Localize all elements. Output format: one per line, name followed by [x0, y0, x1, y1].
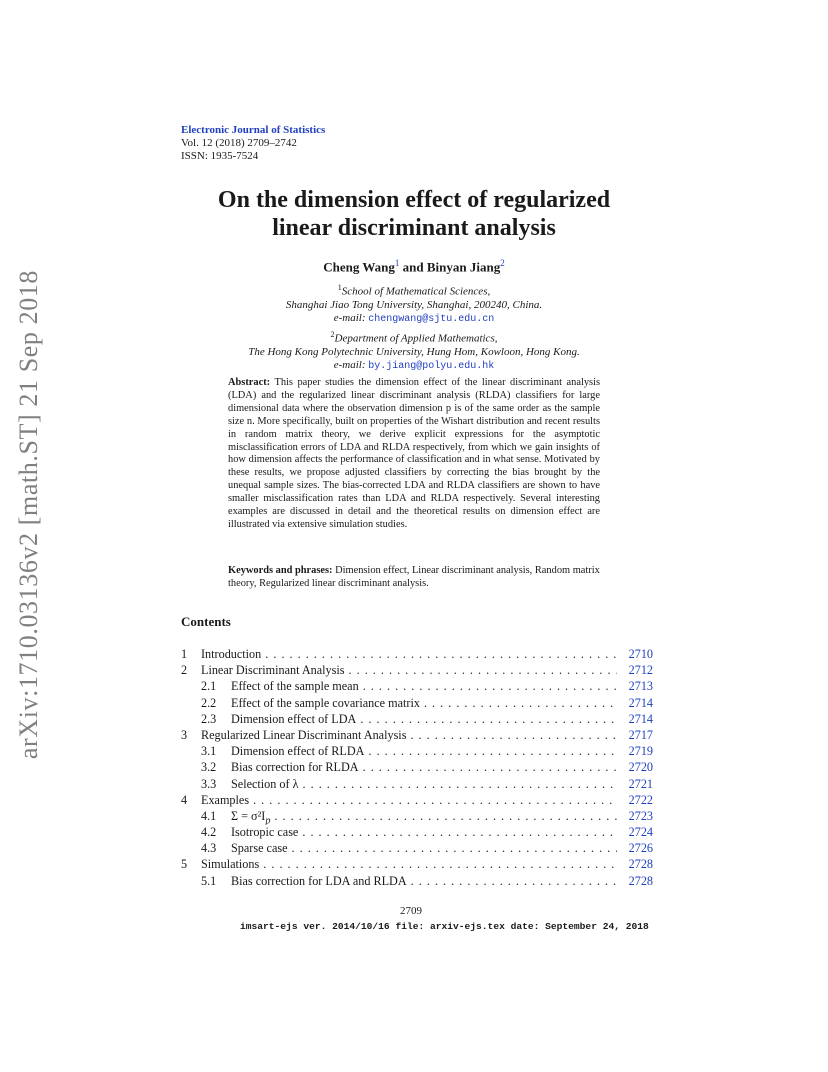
page-number: 2709 — [400, 905, 422, 917]
author-1: Cheng Wang — [323, 259, 395, 275]
toc-leader-dots — [303, 777, 617, 792]
toc-entry-page-link[interactable]: 2722 — [628, 792, 653, 807]
toc-entry-number: 4 — [181, 792, 188, 807]
toc-entry-page-link[interactable]: 2710 — [628, 647, 653, 661]
toc-entry[interactable] — [181, 777, 653, 793]
abstract-label: Abstract: — [228, 377, 271, 388]
author-2-sup[interactable]: 2 — [500, 258, 505, 268]
toc-entry-number: 2.2 — [201, 695, 217, 710]
toc-entry-page-link[interactable]: 2713 — [628, 679, 653, 694]
toc-entry[interactable] — [181, 825, 653, 841]
toc-entry[interactable] — [181, 696, 653, 712]
toc-leader-dots — [274, 809, 617, 824]
keywords-text: Dimension effect, Linear discriminant analysis, Random matrix theory, Regularized linear discriminant analysis. — [228, 565, 600, 589]
toc-entry-number: 4.2 — [201, 825, 217, 840]
toc-entry-number: 2.1 — [201, 679, 217, 694]
toc-leader-dots — [410, 728, 617, 743]
toc-entry-number: 4.1 — [201, 808, 217, 823]
toc-entry-title[interactable]: Selection of λ — [231, 776, 299, 791]
toc-entry-number: 5 — [181, 857, 188, 872]
journal-issn: ISSN: 1935-7524 — [181, 150, 259, 162]
toc-entry-page-link[interactable]: 2726 — [628, 841, 653, 856]
toc-entry-page-link[interactable]: 2717 — [628, 727, 653, 742]
toc-entry[interactable] — [181, 841, 653, 857]
abstract — [228, 377, 600, 532]
toc-entry[interactable] — [181, 809, 653, 825]
toc-entry[interactable] — [181, 874, 653, 890]
aff2-email-label: e-mail: — [333, 358, 366, 371]
toc-entry[interactable] — [181, 728, 653, 744]
toc-entry-page-link[interactable]: 2723 — [628, 808, 653, 823]
toc-entry-number: 1 — [181, 647, 188, 661]
toc-entry-title[interactable]: Dimension effect of RLDA — [231, 744, 365, 759]
toc-entry-page-link[interactable]: 2721 — [628, 776, 653, 791]
toc-entry-number: 2 — [181, 663, 188, 678]
toc-entry[interactable] — [181, 712, 653, 728]
toc-entry-number: 2.3 — [201, 711, 217, 726]
toc-entry[interactable] — [181, 679, 653, 695]
toc-entry-title[interactable]: Sparse case — [231, 841, 288, 856]
aff2-line1: Department of Applied Mathematics, — [334, 332, 498, 345]
affiliation-2 — [150, 328, 678, 373]
toc-leader-dots — [253, 793, 617, 808]
toc-entry-page-link[interactable]: 2714 — [628, 695, 653, 710]
journal-header — [181, 124, 325, 163]
toc-leader-dots — [368, 744, 617, 759]
toc-entry-title[interactable]: Bias correction for RLDA — [231, 760, 359, 775]
author-and: and — [402, 259, 424, 275]
toc-leader-dots — [363, 760, 617, 775]
keywords-label: Keywords and phrases: — [228, 565, 333, 576]
toc-entry-number: 3.1 — [201, 744, 217, 759]
toc-leader-dots — [360, 712, 617, 727]
toc-entry-title[interactable]: Regularized Linear Discriminant Analysis — [201, 727, 407, 742]
toc-entry-title[interactable]: Effect of the sample mean — [231, 679, 359, 694]
author-2: Binyan Jiang — [426, 259, 501, 275]
toc-entry-title[interactable]: Introduction — [201, 647, 262, 661]
title-line-1: On the dimension effect of regularized — [217, 187, 611, 213]
toc-leader-dots — [363, 679, 617, 694]
aff1-line1: School of Mathematical Sciences, — [341, 285, 491, 298]
toc-entry-title[interactable]: $\Sigma = \sigma^2I_p$ — [231, 808, 271, 826]
toc-entry-number: 4.3 — [201, 841, 217, 856]
aff2-sup: 2 — [330, 330, 335, 339]
toc-entry-number: 3 — [181, 727, 188, 742]
footer: imsart-ejs ver. 2014/10/16 file: arxiv-ejs.tex date: September 24, 2018 — [240, 921, 649, 932]
aff2-line2: The Hong Kong Polytechnic University, Hung Hom, Kowloon, Hong Kong. — [248, 345, 580, 358]
toc-entry-title[interactable]: Dimension effect of LDA — [231, 711, 357, 726]
toc-entry-title[interactable]: Bias correction for LDA and RLDA — [231, 873, 407, 888]
journal-name[interactable]: Electronic Journal of Statistics — [181, 124, 326, 136]
toc-entry-title[interactable]: Effect of the sample covariance matrix — [231, 695, 420, 710]
aff1-email-link[interactable]: chengwang@sjtu.edu.cn — [368, 313, 495, 325]
aff1-line2: Shanghai Jiao Tong University, Shanghai, 200240, China. — [285, 298, 543, 311]
toc-entry-title[interactable]: Examples — [201, 792, 250, 807]
toc-leader-dots — [265, 647, 617, 662]
toc-leader-dots — [349, 663, 617, 678]
toc-entry-number: 3.3 — [201, 776, 217, 791]
aff2-email-link[interactable]: by.jiang@polyu.edu.hk — [368, 360, 495, 372]
toc-entry-title[interactable]: Isotropic case — [231, 825, 299, 840]
toc-entry-page-link[interactable]: 2720 — [628, 760, 653, 775]
toc-entry[interactable] — [181, 744, 653, 760]
toc-entry-title[interactable]: Linear Discriminant Analysis — [201, 663, 345, 678]
toc-entry[interactable] — [181, 647, 653, 663]
keywords — [228, 565, 600, 591]
toc-leader-dots — [302, 825, 617, 840]
toc-entry-page-link[interactable]: 2712 — [628, 663, 653, 678]
toc-entry-page-link[interactable]: 2728 — [628, 873, 653, 888]
toc-entry-number: 5.1 — [201, 873, 217, 888]
aff1-email-label: e-mail: — [333, 311, 366, 324]
arxiv-stamp: arXiv:1710.03136v2 [math.ST] 21 Sep 2018 — [14, 270, 43, 760]
paper-title — [150, 186, 678, 242]
table-of-contents — [181, 647, 653, 890]
toc-leader-dots — [424, 696, 617, 711]
title-line-2: linear discriminant analysis — [272, 215, 556, 241]
toc-entry[interactable] — [181, 793, 653, 809]
aff1-sup: 1 — [337, 283, 342, 292]
toc-entry-page-link[interactable]: 2719 — [628, 744, 653, 759]
toc-entry-number: 3.2 — [201, 760, 217, 775]
toc-entry[interactable] — [181, 760, 653, 776]
author-1-sup[interactable]: 1 — [394, 258, 400, 268]
toc-leader-dots — [411, 874, 617, 889]
authors — [150, 258, 678, 275]
toc-entry[interactable] — [181, 663, 653, 679]
journal-volume: Vol. 12 (2018) 2709–2742 — [181, 137, 297, 149]
toc-entry-page-link[interactable]: 2724 — [628, 825, 653, 840]
toc-leader-dots — [263, 857, 617, 872]
affiliation-1 — [150, 281, 678, 326]
toc-entry[interactable] — [181, 857, 653, 873]
toc-entry-page-link[interactable]: 2728 — [628, 857, 653, 872]
contents-heading: Contents — [181, 614, 231, 629]
toc-41-subscript: p — [265, 815, 271, 826]
toc-entry-title[interactable]: Simulations — [201, 857, 260, 872]
toc-leader-dots — [292, 841, 617, 856]
toc-entry-page-link[interactable]: 2714 — [628, 711, 653, 726]
abstract-text: This paper studies the dimension effect of the linear discriminant analysis (LDA) and the regularized linear discriminant analysis (RLDA) classifiers for large dimensional data where the observation dimension p is of the same order as the sample size n. More specifically, built on properties of the Wishart distribution and recent results in random matrix theory, we derive explicit expressions for the asymptotic misclassification errors of LDA and RLDA respectively, from which we gain insights of how dimension affects the performance of classification and in what sense. Motivated by these results, we propose adjusted classifiers by correcting the bias brought by the unequal sample sizes. The bias-corrected LDA and RLDA classifiers are shown to have smaller misclassification rates than LDA and RLDA respectively. Several interesting examples are discussed in detail and the theoretical results on dimension effect are illustrated via extensive simulation studies. — [228, 377, 600, 530]
